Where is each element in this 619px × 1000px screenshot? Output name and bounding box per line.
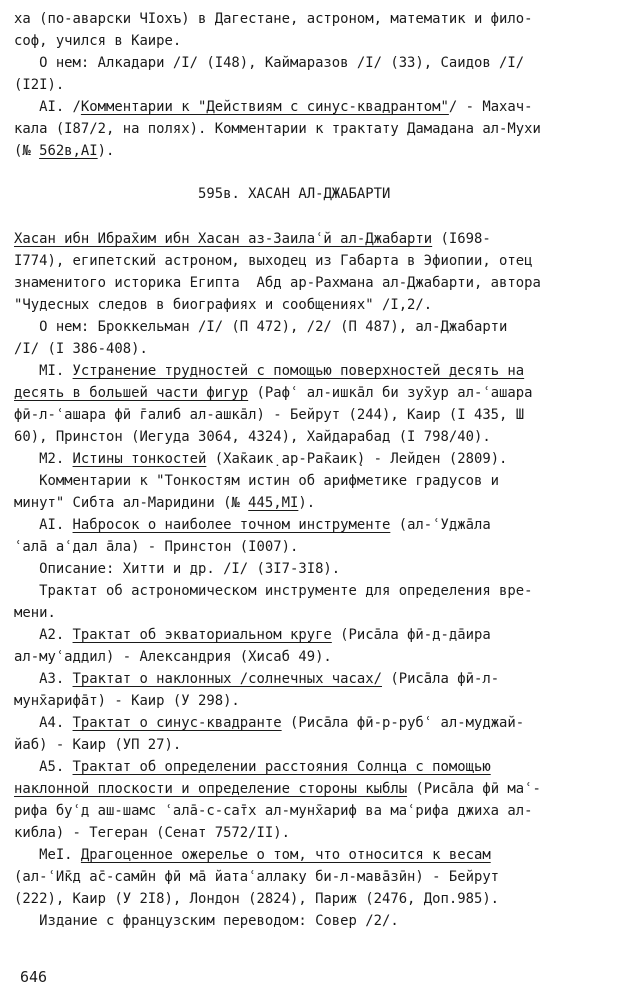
text-segment: кибла) - Тегеран (Сенат 7572/II).	[14, 825, 290, 841]
text-segment: M2.	[14, 451, 73, 467]
text-line	[14, 338, 148, 360]
text-segment: кала (I87/2, на полях). Комментарии к трактату Дамадана ал-Мухи	[14, 121, 541, 137]
text-segment: соф, учился в Каире.	[14, 33, 182, 49]
text-line	[14, 250, 533, 272]
text-segment: AI.	[14, 517, 73, 533]
page-number: 646	[20, 968, 48, 986]
underlined-title: Трактат о синус-квадранте	[72, 715, 282, 731]
text-line	[14, 514, 491, 536]
text-segment: ха (по-аварски Ч̄Iохъ) в Дагестане, астроном, математик и фило-	[14, 11, 533, 27]
text-line	[14, 74, 64, 96]
underlined-title: Комментарии к "Действиям с синус-квадрантом"	[80, 99, 449, 115]
text-segment: ʿала̄ аʿдал а̄ла) - Принстон (I007).	[14, 539, 299, 555]
text-line	[14, 536, 298, 558]
text-segment: (Риса̄ла фӣ-р-рубʿ ал-муджай-	[281, 715, 525, 731]
text-line	[14, 910, 399, 932]
text-line	[14, 800, 533, 822]
text-segment: A2.	[14, 627, 73, 643]
text-segment: /I/ (I 386-408).	[14, 341, 148, 357]
text-line	[14, 492, 315, 514]
text-segment: 60), Принстон (Иегуда 3064, 4324), Хайдарабад (I 798/40).	[14, 429, 491, 445]
text-segment: фӣ-л-ʿашара фӣ г̄алиб ал-ашка̄л) - Бейрут (244), Каир (I 435, Ш	[14, 407, 525, 423]
text-line	[14, 756, 491, 778]
text-line	[14, 272, 541, 294]
text-segment: (I2I).	[14, 77, 65, 93]
text-line	[14, 734, 181, 756]
text-line	[14, 470, 499, 492]
text-segment: минут" Сибта ал-Маридини (№	[14, 495, 249, 511]
text-line	[14, 96, 533, 118]
text-segment: (№	[14, 143, 40, 159]
text-segment: йаб) - Каир (УП 27).	[14, 737, 182, 753]
text-line	[14, 866, 499, 888]
text-segment: Описание: Хитти и др. /I/ (3I7-3I8).	[14, 561, 341, 577]
text-segment: ).	[97, 143, 115, 159]
text-segment: Трактат об астрономическом инструменте для определения вре-	[14, 583, 533, 599]
text-segment: (Риса̄ла фӣ-л-	[381, 671, 500, 687]
text-line	[14, 30, 181, 52]
underlined-title: Драгоценное ожерелье о том, что относится к весам	[80, 847, 491, 863]
underlined-title: Трактат об определении расстояния Солнца с помощью	[72, 759, 491, 775]
text-line	[14, 228, 491, 250]
text-segment: знаменитого историка Египта Абд ар-Рахмана ал-Джабарти, автора	[14, 275, 541, 291]
underlined-title: 445,MI	[248, 495, 299, 511]
text-line	[14, 448, 507, 470]
text-segment: A3.	[14, 671, 73, 687]
text-line	[14, 888, 499, 910]
text-segment: мунх̄арифа̄т) - Каир (У 298).	[14, 693, 240, 709]
text-line	[14, 624, 491, 646]
text-segment: рифа буʿд аш-шамс ʿала̄-с-сат̄х ал-мунх̄ариф ва маʿрифа джиха ал-	[14, 803, 533, 819]
text-segment: (222), Каир (У 2I8), Лондон (2824), Париж (2476, Доп.985).	[14, 891, 500, 907]
text-line	[14, 822, 290, 844]
underlined-title: десять в большей части фигур	[14, 385, 249, 401]
text-segment: ).	[298, 495, 316, 511]
text-segment: Издание с французским переводом: Совер /2/.	[14, 913, 399, 929]
text-segment: (Хак̄аик̣ ар-Рак̄аик̣) - Лейден (2809).	[206, 451, 508, 467]
text-segment: / - Махач-	[448, 99, 533, 115]
underlined-title: Устранение трудностей с помощью поверхностей десять на	[72, 363, 525, 379]
text-line	[14, 602, 56, 624]
text-line	[14, 8, 533, 30]
text-line	[14, 294, 432, 316]
text-segment: "Чудесных следов в биографиях и сообщениях" /I,2/.	[14, 297, 433, 313]
text-line	[14, 690, 240, 712]
underlined-title: наклонной плоскости и определение стороны кыблы	[14, 781, 408, 797]
text-segment: I774), египетский астроном, выходец из Габарта в Эфиопии, отец	[14, 253, 533, 269]
text-segment: Комментарии к "Тонкостям истин об арифметике градусов и	[14, 473, 500, 489]
text-line	[14, 844, 491, 866]
text-segment: AI. /	[14, 99, 81, 115]
text-line	[14, 646, 332, 668]
text-line	[14, 140, 114, 162]
text-segment: A5.	[14, 759, 73, 775]
underlined-title: Истины тонкостей	[72, 451, 207, 467]
text-line	[14, 426, 491, 448]
text-line	[14, 52, 524, 74]
underlined-title: 562в,АI	[39, 143, 98, 159]
text-line	[14, 404, 524, 426]
text-line	[14, 668, 499, 690]
text-line	[14, 778, 541, 800]
text-segment: (Рафʿ ал-ишка̄л би зух̄ур ал-ʿашара	[248, 385, 533, 401]
text-line	[14, 360, 524, 382]
text-line	[14, 118, 541, 140]
text-segment: (I698-	[432, 231, 491, 247]
text-line	[14, 580, 533, 602]
underlined-title: Трактат об экваториальном круге	[72, 627, 332, 643]
text-segment: MeI.	[14, 847, 81, 863]
text-segment: (ал-ʿУджа̄ла	[390, 517, 491, 533]
text-segment: (ал-ʿИк̄д ас̄-самӣн фӣ ма̄ йатаʿаллаку би-л-мава̄зӣн) - Бейрут	[14, 869, 500, 885]
text-segment: мени.	[14, 605, 56, 621]
text-segment: MI.	[14, 363, 73, 379]
text-segment: (Риса̄ла фӣ маʿ-	[407, 781, 541, 797]
section-heading: 595в. ХАСАН АЛ-ДЖАБАРТИ	[198, 186, 391, 202]
text-line	[14, 712, 524, 734]
text-segment: A4.	[14, 715, 73, 731]
underlined-title: Трактат о наклонных /солнечных часах/	[72, 671, 382, 687]
underlined-title: Хасан ибн Ибрах̄им ибн Хасан аз-Заилаʿй ал-Джабарти	[14, 231, 433, 247]
underlined-title: Набросок о наиболее точном инструменте	[72, 517, 391, 533]
text-line	[14, 558, 340, 580]
text-segment: О нем: Броккельман /I/ (П 472), /2/ (П 487), ал-Джабарти	[14, 319, 508, 335]
text-line	[14, 382, 533, 404]
text-segment: ал-муʿаддил) - Александрия (Хисаб 49).	[14, 649, 332, 665]
text-line	[14, 316, 507, 338]
text-segment: О нем: Алкадари /I/ (I48), Каймаразов /I/ (33), Саидов /I/	[14, 55, 525, 71]
text-segment: (Риса̄ла фӣ-д-да̄ира	[331, 627, 491, 643]
